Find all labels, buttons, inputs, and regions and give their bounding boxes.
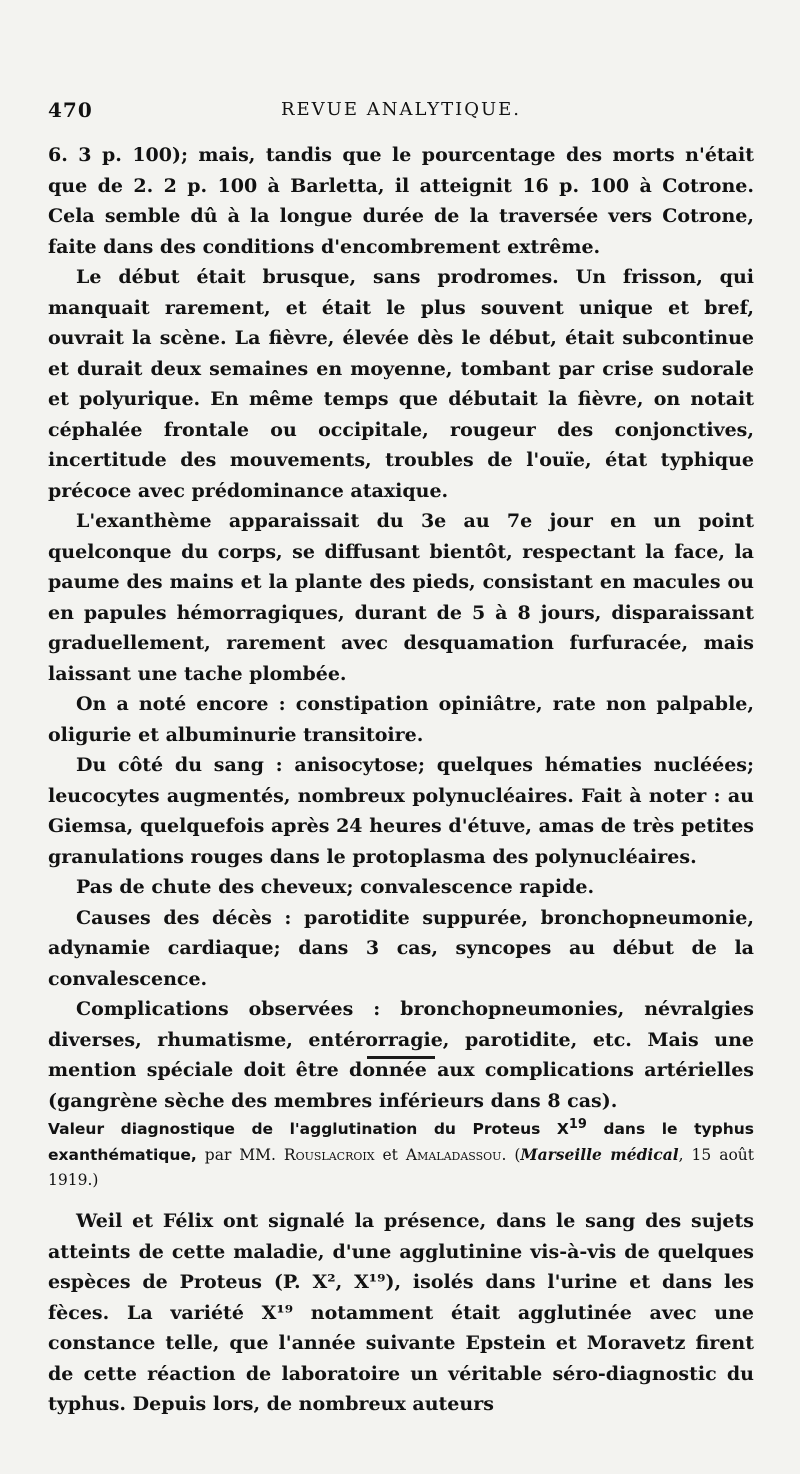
review-and: et xyxy=(374,1146,406,1165)
paragraph: L'exanthème apparaissait du 3e au 7e jour en un point quelconque du corps, se diffusant bientôt, respectant la face, la paume des mains et la plante des pieds, consistant en macules ou en papules hémorragiques, durant de 5 à 8 jours, disparaissant graduellement, rarement avec desquamation furfuracée, mais laissant une tache plombée. xyxy=(48,510,754,685)
section-divider xyxy=(367,1056,435,1059)
paragraph: On a noté encore : constipation opiniâtre, rate non palpable, oligurie et albuminurie transitoire. xyxy=(48,693,754,746)
review-body: Weil et Félix ont signalé la présence, dans le sang des sujets atteints de cette maladie, d'une agglutinine vis-à-vis de quelques espèces de Proteus (P. X², X¹⁹), isolés dans l'urine et dans les fèces. La variété X¹⁹ notamment était agglutinée avec une constance telle, que l'année suivante Epstein et Moravetz firent de cette réaction de laboratoire un véritable séro-diagnostic du typhus. Depuis lors, de nombreux auteurs xyxy=(48,1210,754,1415)
paragraph: Causes des décès : parotidite suppurée, bronchopneumonie, adynamie cardiaque; dans 3 cas, syncopes au début de la convalescence. xyxy=(48,906,754,990)
review-source-open: . ( xyxy=(501,1146,521,1165)
review-journal: Marseille médical xyxy=(520,1145,679,1165)
review-author: Rouslacroix xyxy=(283,1146,375,1165)
page-header xyxy=(48,98,754,128)
review-author: Amaladassou xyxy=(405,1146,502,1165)
paragraph: Le début était brusque, sans prodromes. Un frisson, qui manquait rarement, et était le plus souvent unique et bref, ouvrait la scène. La fièvre, élevée dès le début, était subcontinue et durait deux semaines en moyenne, tombant par crise sudorale et polyurique. En même temps que débutait la fièvre, on notait céphalée frontale ou occipitale, rougeur des conjonctives, incertitude des mouvements, troubles de l'ouïe, état typhique précoce avec prédominance ataxique. xyxy=(48,266,754,502)
paragraph: Pas de chute des cheveux; convalescence rapide. xyxy=(76,876,595,898)
review-by: par MM. xyxy=(196,1146,284,1165)
article-body xyxy=(48,140,754,1116)
review-date: , 15 août 1919.) xyxy=(48,1146,755,1190)
paragraph: Complications observées : bronchopneumonies, névralgies diverses, rhumatisme, entérorragie, parotidite, etc. Mais une mention spéciale doit être donnée aux complications artérielles (gangrène sèche des membres inférieurs dans 8 cas). xyxy=(48,998,754,1112)
review-title: Valeur diagnostique de l'agglutination du Proteus X xyxy=(48,1120,569,1139)
review-title-superscript: 19 xyxy=(568,1117,587,1132)
paragraph: 6. 3 p. 100); mais, tandis que le pourcentage des morts n'était que de 2. 2 p. 100 à Barletta, il atteignit 16 p. 100 à Cotrone. Cela semble dû à la longue durée de la traversée vers Cotrone, faite dans des conditions d'encombrement extrême. xyxy=(48,144,754,258)
page-number: 470 xyxy=(48,98,93,122)
running-title: REVUE ANALYTIQUE. xyxy=(280,99,522,120)
review-heading xyxy=(48,1112,754,1193)
paragraph: Du côté du sang : anisocytose; quelques hématies nucléées; leucocytes augmentés, nombreux polynucléaires. Fait à noter : au Giemsa, quelquefois après 24 heures d'étuve, amas de très petites granulations rouges dans le protoplasma des polynucléaires. xyxy=(48,754,754,868)
review-title-continued: dans le typhus exanthématique, xyxy=(48,1120,754,1165)
